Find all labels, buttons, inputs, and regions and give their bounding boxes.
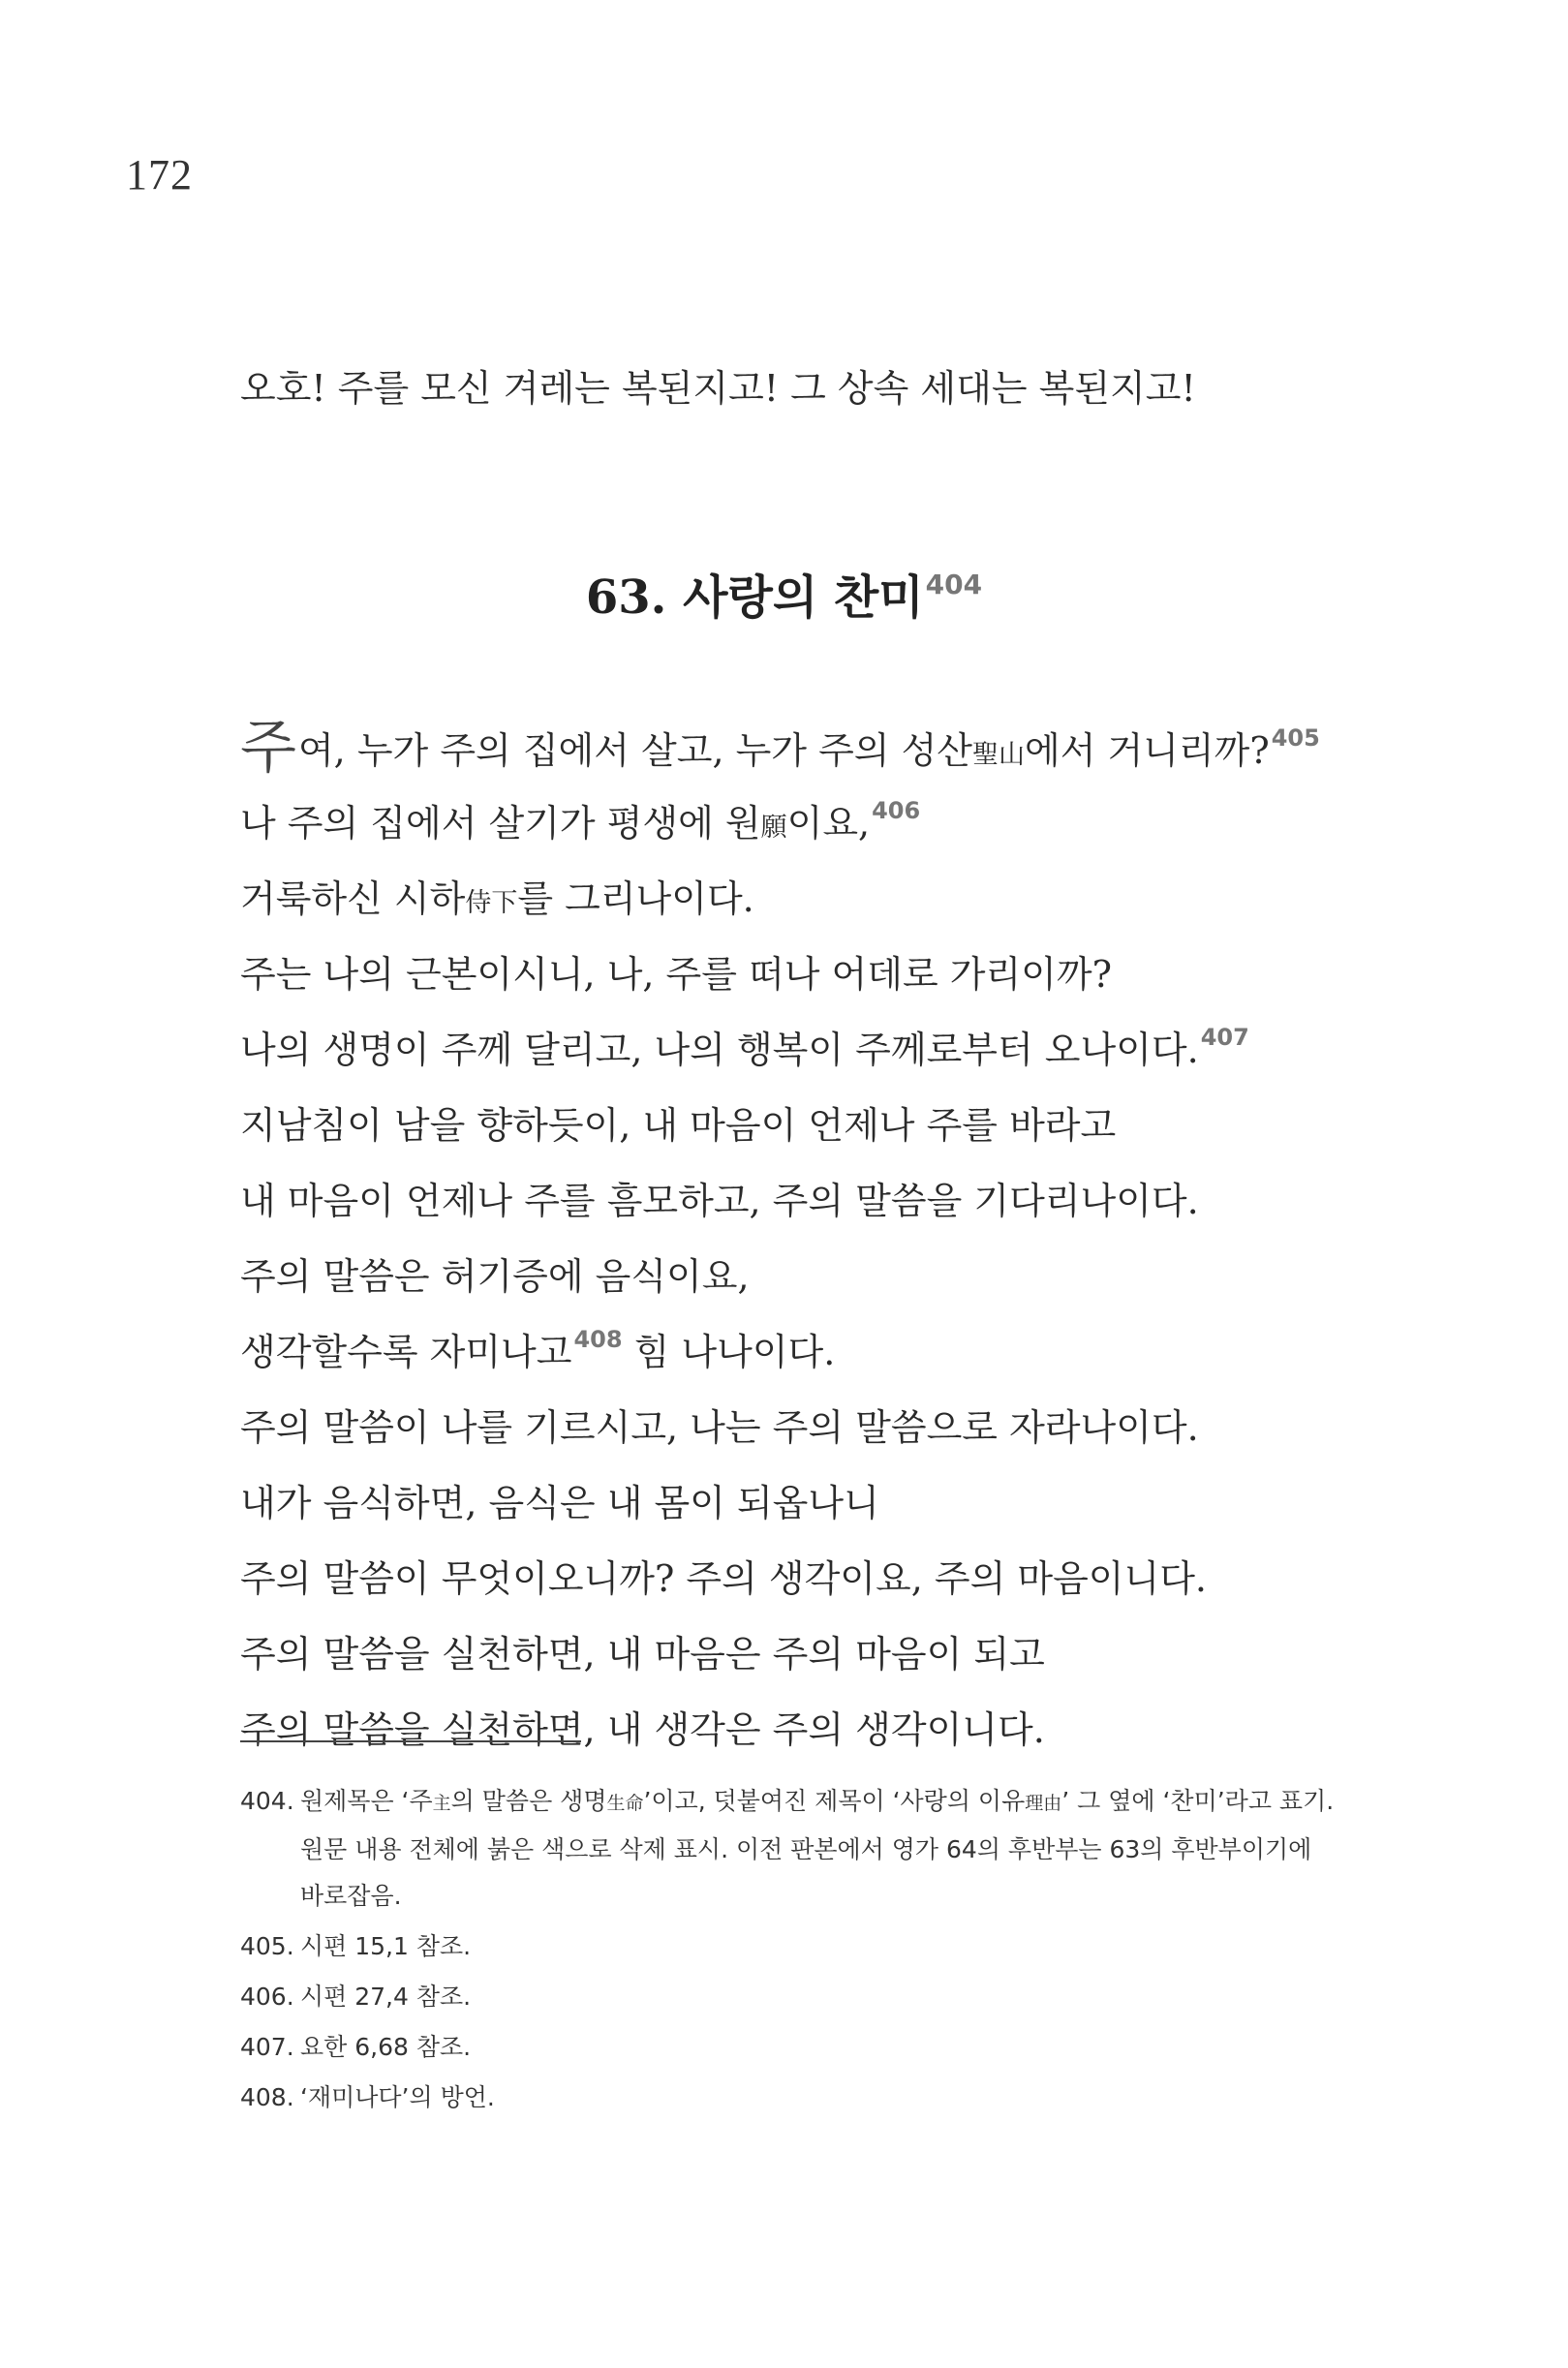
poem-line: [240, 861, 1383, 937]
footnote-text: [300, 1778, 1335, 1920]
page-number: 172: [126, 151, 193, 199]
footnote: [240, 1778, 1335, 1920]
text-run: 나의 생명이 주께 달리고, 나의 행복이 주께로부터 오나이다.: [240, 1029, 1199, 1071]
hanja-annotation: 侍下: [465, 888, 518, 918]
footnote: [240, 1974, 1335, 2020]
footnote-text: [300, 1974, 1335, 2020]
text-run: 주의 말씀이 나를 기르시고, 나는 주의 말씀으로 자라나이다.: [240, 1406, 1199, 1449]
text-run: ‘재미나다’의 방언.: [300, 2083, 495, 2111]
text-run: 이요,: [786, 802, 871, 845]
text-run: 나 주의 집에서 살기가 평생에 원: [240, 802, 761, 845]
footnote-number: 405.: [240, 1932, 294, 1960]
footnote-number: 407.: [240, 2033, 294, 2061]
poem-line: [240, 1616, 1383, 1692]
footnote-ref: 405: [1271, 724, 1320, 752]
poem-line: [240, 1163, 1383, 1239]
text-run: 주는 나의 근본이시니, 나, 주를 떠나 어데로 가리이까?: [240, 953, 1112, 996]
text-run: 시편 27,4 참조.: [300, 1983, 472, 2011]
section-title: [0, 560, 1568, 627]
text-run: 지남침이 남을 향하듯이, 내 마음이 언제나 주를 바라고: [240, 1104, 1117, 1147]
text-run: 주의 말씀이 무엇이오니까? 주의 생각이요, 주의 마음이니다.: [240, 1557, 1208, 1600]
text-run: 내 마음이 언제나 주를 흠모하고, 주의 말씀을 기다리나이다.: [240, 1180, 1199, 1222]
footnote-number: 406.: [240, 1983, 294, 2011]
hanja-annotation: 主: [432, 1793, 451, 1814]
poem-line: [240, 1390, 1383, 1465]
text-run: 원제목은 ‘주: [300, 1787, 433, 1815]
hanja-annotation: 願: [760, 813, 787, 843]
text-run: 내가 음식하면, 음식은 내 몸이 되옵나니: [240, 1482, 879, 1524]
poem-line: [240, 1239, 1383, 1314]
text-run: ’이고, 덧붙여진 제목이 ‘사랑의 이유: [643, 1787, 1026, 1815]
intro-line: 오호! 주를 모신 겨레는 복된지고! 그 상속 세대는 복된지고!: [240, 367, 1196, 410]
footnote: [240, 1923, 1335, 1970]
footnote-ref: 406: [872, 797, 921, 824]
footnote: [240, 2024, 1335, 2071]
footnote-ref: 407: [1200, 1024, 1249, 1051]
hanja-annotation: 生命: [606, 1793, 644, 1814]
poem-line: [240, 710, 1383, 785]
poem-line: [240, 1012, 1383, 1088]
text-run: 시편 15,1 참조.: [300, 1932, 472, 1960]
footnote-text: [300, 2075, 1335, 2121]
footnote: [240, 2075, 1335, 2121]
text-run: 의 말씀은 생명: [450, 1787, 607, 1815]
footnote-number: 408.: [240, 2083, 294, 2111]
poem: [240, 710, 1383, 1768]
text-run: 주의 말씀은 허기증에 음식이요,: [240, 1255, 750, 1298]
hanja-annotation: 聖山: [972, 740, 1026, 770]
text-run: 주의 말씀을 실천하면, 내 생각은 주의 생각이니다.: [240, 1708, 1045, 1751]
hanja-annotation: 理由: [1025, 1793, 1062, 1814]
poem-line: [240, 937, 1383, 1012]
drop-cap: 주: [240, 714, 296, 782]
footnote-divider: [240, 1740, 581, 1742]
footnote-text: [300, 2024, 1335, 2071]
section-title-text: 63. 사랑의 찬미: [585, 570, 924, 625]
text-run: 생각할수록 자미나고: [240, 1331, 572, 1373]
footnote-ref: 408: [573, 1326, 623, 1353]
poem-line: [240, 1314, 1383, 1390]
poem-line: [240, 785, 1383, 861]
text-run: 거룩하신 시하: [240, 877, 466, 920]
text-run: 여, 누가 주의 집에서 살고, 누가 주의 성산: [297, 729, 973, 772]
poem-line: [240, 1465, 1383, 1541]
text-run: ’ 그 옆에 ‘찬미’라고 표기. 원문 내용 전체에 붉은 색으로 삭제 표시. 이전 판본에서 영가 64의 후반부는 63의 후반부이기에 바로잡음.: [300, 1787, 1335, 1910]
poem-line: [240, 1692, 1383, 1768]
footnotes: [240, 1778, 1335, 2125]
text-run: 힘 나나이다.: [622, 1331, 836, 1373]
text-run: 요한 6,68 참조.: [300, 2033, 472, 2061]
poem-line: [240, 1541, 1383, 1616]
footnote-text: [300, 1923, 1335, 1970]
poem-line: [240, 1088, 1383, 1163]
text-run: 를 그리나이다.: [517, 877, 754, 920]
footnote-number: 404.: [240, 1787, 294, 1815]
text-run: 에서 거니리까?: [1025, 729, 1270, 772]
footnote-ref-404: 404: [925, 569, 983, 601]
text-run: 주의 말씀을 실천하면, 내 마음은 주의 마음이 되고: [240, 1633, 1045, 1676]
